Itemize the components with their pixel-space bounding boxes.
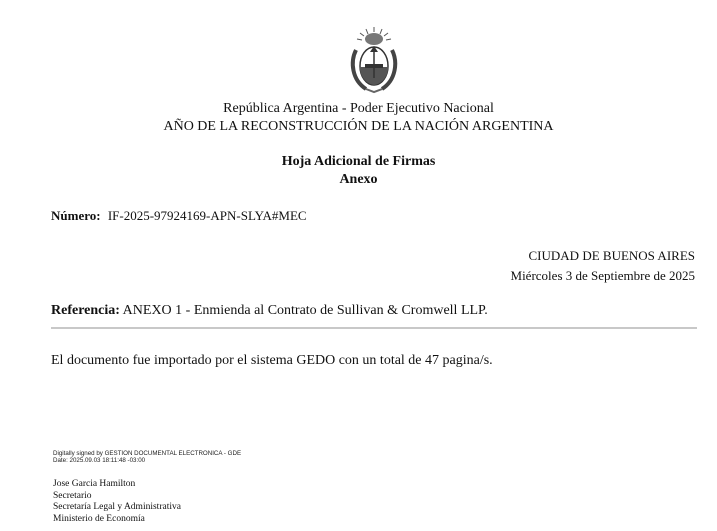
document-number	[51, 208, 307, 224]
divider	[51, 327, 697, 329]
digital-signature-stamp	[53, 450, 241, 464]
signer-block	[53, 479, 181, 525]
document-number-value: IF-2025-97924169-APN-SLYA#MEC	[107, 208, 307, 223]
document-number-label: Número:	[51, 208, 101, 223]
digital-signature-signed-by: Digitally signed by GESTION DOCUMENTAL ELECTRONICA - GDE	[53, 450, 242, 457]
body-text: El documento fue importado por el sistema GEDO con un total de 47 pagina/s.	[51, 353, 493, 368]
signer-ministry: Ministerio de Economía	[53, 513, 145, 524]
argentina-coat-of-arms-icon	[348, 26, 400, 94]
header-republica: República Argentina - Poder Ejecutivo Nacional	[223, 101, 494, 116]
document-subtitle: Anexo	[339, 172, 378, 187]
digital-signature-date: Date: 2025.09.03 18:11:48 -03:00	[53, 457, 146, 464]
date: Miércoles 3 de Septiembre de 2025	[510, 268, 695, 283]
reference	[51, 303, 488, 319]
city: CIUDAD DE BUENOS AIRES	[528, 248, 695, 263]
reference-label: Referencia:	[51, 303, 120, 318]
signer-role: Secretario	[53, 490, 92, 501]
document-title: Hoja Adicional de Firmas	[281, 154, 436, 169]
signer-office: Secretaría Legal y Administrativa	[53, 502, 181, 512]
reference-text: ANEXO 1 - Enmienda al Contrato de Sullivan & Cromwell LLP.	[122, 303, 488, 318]
signer-name: Jose Garcia Hamilton	[53, 479, 136, 489]
header-year-motto: AÑO DE LA RECONSTRUCCIÓN DE LA NACIÓN ARGENTINA	[163, 119, 554, 134]
